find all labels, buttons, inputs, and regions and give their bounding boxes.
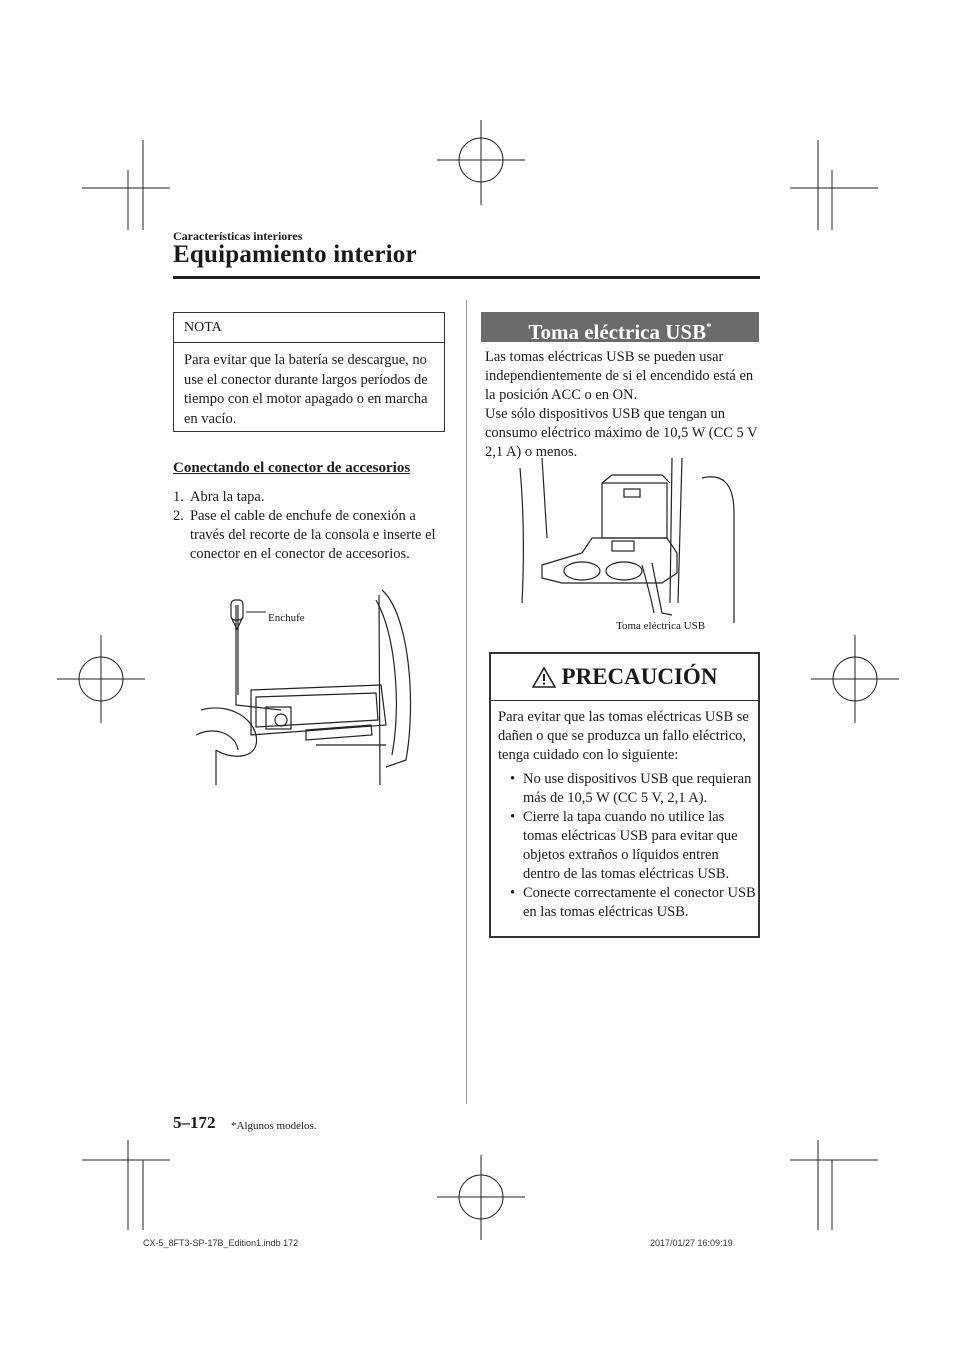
- print-file-info: CX-5_8FT3-SP-17B_Edition1.indb 172: [143, 1238, 299, 1248]
- note-title: NOTA: [174, 313, 444, 343]
- footnote-marker: *: [706, 321, 712, 333]
- usb-section-banner: Toma eléctrica USB*: [481, 312, 759, 342]
- usb-figure-label: Toma eléctrica USB: [616, 620, 706, 632]
- header-rule: [173, 276, 760, 279]
- step-item: 1. Abra la tapa.: [173, 489, 265, 505]
- accessory-socket-illustration: [196, 585, 436, 795]
- caution-list: [498, 770, 756, 922]
- caution-item: • Cierre la tapa cuando no utilice las tomas eléctricas USB para evitar que objetos extraños o líquidos entren dentro de las tomas eléctricas USB.: [510, 809, 738, 882]
- caution-intro: Para evitar que las tomas eléctricas USB se dañen o que se produzca un fallo eléctrico, tenga cuidado con lo siguiente:: [498, 709, 749, 763]
- usb-paragraph-1: Las tomas eléctricas USB se pueden usar independientemente de si el encendido está en la posición ACC o en ON.: [485, 349, 754, 403]
- page-number: 5–172: [173, 1113, 216, 1132]
- print-date-info: 2017/01/27 16:09:19: [650, 1238, 733, 1248]
- usb-console-illustration: [512, 453, 737, 638]
- section-title: Equipamiento interior: [173, 241, 417, 268]
- warning-triangle-icon: [532, 667, 556, 688]
- caution-title: PRECAUCIÓN: [561, 664, 718, 689]
- footnote-text: *Algunos modelos.: [231, 1120, 317, 1132]
- accessory-heading: Conectando el conector de accesorios: [173, 460, 411, 476]
- note-box: [173, 312, 445, 432]
- caution-header: [491, 654, 758, 701]
- enchufe-label: Enchufe: [268, 612, 305, 624]
- section-small-title: Características interiores: [173, 229, 303, 243]
- step-item: 2. Pase el cable de enchufe de conexión a través del recorte de la consola e inserte el conector en el conector de accesorios.: [173, 508, 436, 562]
- usb-paragraph-2: Use sólo dispositivos USB que tengan un consumo eléctrico máximo de 10,5 W (CC 5 V 2,1 A) o menos.: [485, 406, 758, 460]
- column-separator: [466, 300, 467, 1104]
- usb-description: [485, 348, 760, 462]
- note-body: Para evitar que la batería se descargue, no use el conector durante largos períodos de tiempo con el motor apagado o en marcha en vacío.: [184, 352, 428, 427]
- caution-item: • Conecte correctamente el conector USB en las tomas eléctricas USB.: [510, 885, 756, 920]
- caution-box: [489, 652, 760, 938]
- accessory-steps: [173, 488, 448, 564]
- enchufe-leader-line: [246, 604, 268, 618]
- caution-item: • No use dispositivos USB que requieran más de 10,5 W (CC 5 V, 2,1 A).: [510, 771, 752, 806]
